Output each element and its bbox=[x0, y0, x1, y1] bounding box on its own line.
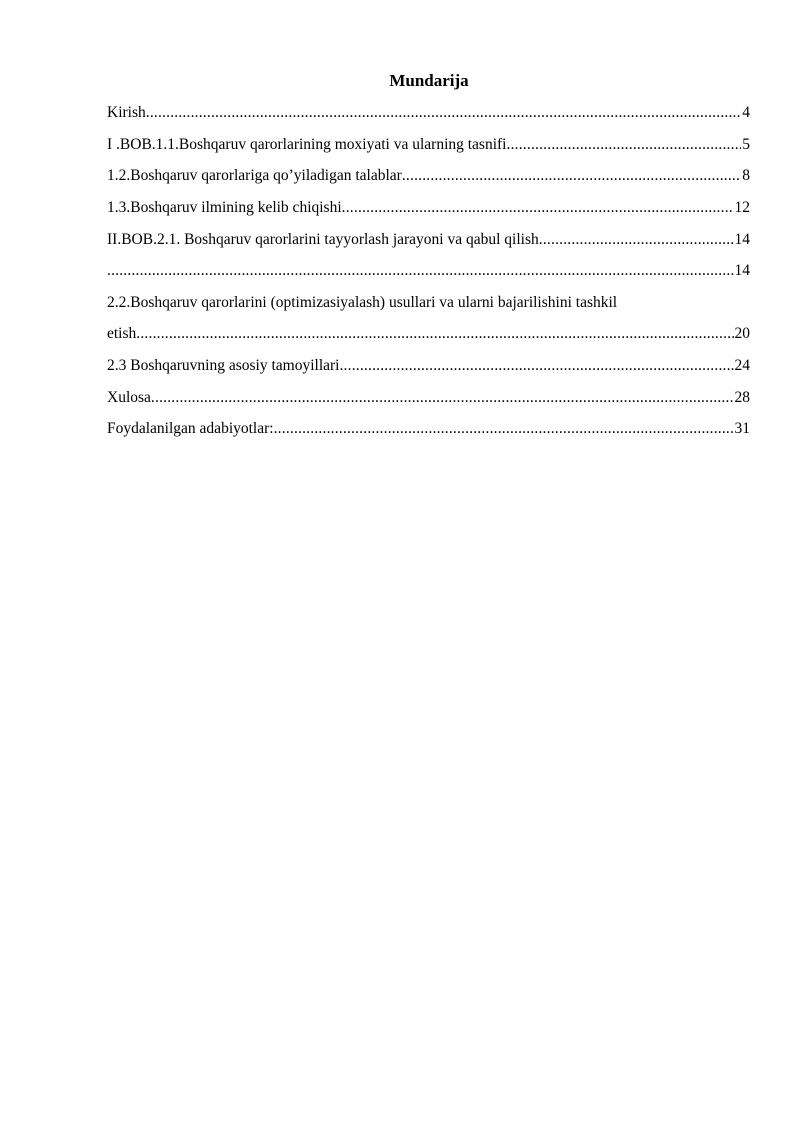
toc-entry-text: etish bbox=[107, 325, 137, 343]
toc-leader-dots bbox=[136, 323, 733, 345]
toc-entry-text: Foydalanilgan adabiyotlar: bbox=[107, 420, 274, 438]
toc-entry-kirish[interactable] bbox=[107, 102, 750, 124]
toc-entry-1-2[interactable] bbox=[107, 165, 750, 187]
toc-entry-text: I .BOB.1.1.Boshqaruv qarorlarining moxiyati va ularning tasnifi bbox=[107, 135, 507, 153]
toc-page-number: 24 bbox=[734, 356, 750, 374]
toc-entry-2-2[interactable] bbox=[107, 292, 750, 345]
toc-leader-dots bbox=[107, 260, 734, 282]
toc-entry-chapter-2-1[interactable] bbox=[107, 229, 750, 251]
toc-page-number: 4 bbox=[742, 104, 750, 121]
toc-entry-text: Xulosa bbox=[107, 388, 151, 406]
toc-entry-text-line1: 2.2.Boshqaruv qarorlarini (optimizasiyalash) usullari va ularni bajarilishini tashkil bbox=[107, 294, 618, 312]
toc-entry-blank[interactable] bbox=[107, 260, 750, 282]
toc-page-number: 14 bbox=[734, 230, 750, 248]
toc-entry-text: II.BOB.2.1. Boshqaruv qarorlarini tayyorlash jarayoni va qabul qilish bbox=[107, 230, 539, 248]
toc-entry-text: 1.3.Boshqaruv ilmining kelib chiqishi bbox=[107, 199, 342, 217]
toc-entry-text: 1.2.Boshqaruv qarorlariga qo’yiladigan talablar bbox=[107, 167, 402, 185]
toc-title: Mundarija bbox=[389, 71, 469, 90]
toc-leader-dots bbox=[539, 229, 734, 251]
toc-entry-adabiyotlar[interactable] bbox=[107, 418, 750, 440]
toc-entry-text: 2.3 Boshqaruvning asosiy tamoyillari bbox=[107, 356, 340, 374]
toc-entry-1-3[interactable] bbox=[107, 197, 750, 219]
toc-page-number: 8 bbox=[742, 167, 750, 185]
toc-leader-dots bbox=[507, 134, 742, 156]
toc-leader-dots bbox=[402, 165, 741, 187]
toc-leader-dots bbox=[146, 102, 742, 124]
toc-page-number: 5 bbox=[742, 135, 750, 153]
toc-page-number: 14 bbox=[734, 262, 750, 280]
toc-page-number: 20 bbox=[734, 325, 750, 343]
toc-page-number: 31 bbox=[734, 420, 750, 438]
toc-entry-2-3[interactable] bbox=[107, 355, 750, 377]
toc-page-number: 28 bbox=[734, 388, 750, 406]
toc-page-number: 12 bbox=[734, 199, 750, 217]
toc-entry-xulosa[interactable] bbox=[107, 387, 750, 409]
toc-entry-text: Kirish bbox=[107, 104, 146, 121]
toc-leader-dots bbox=[151, 387, 734, 409]
toc-leader-dots bbox=[339, 355, 733, 377]
toc-leader-dots bbox=[274, 418, 734, 440]
toc-leader-dots bbox=[342, 197, 734, 219]
toc-entry-chapter-1-1[interactable] bbox=[107, 134, 750, 156]
table-of-contents bbox=[107, 102, 750, 450]
